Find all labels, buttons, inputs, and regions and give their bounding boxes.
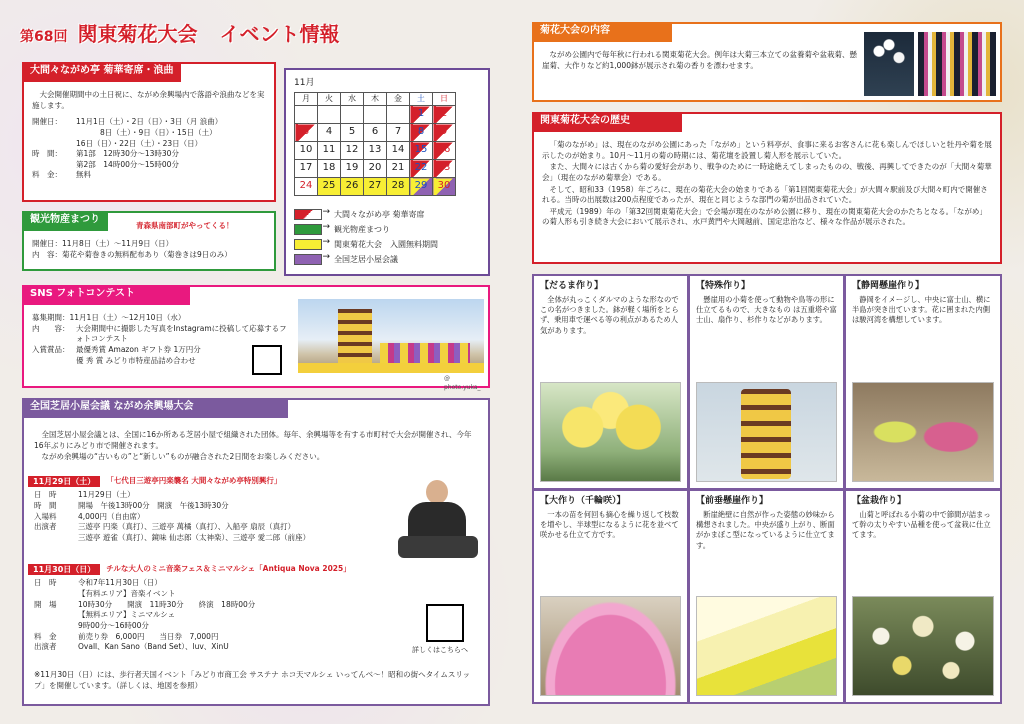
style-panel-tokushu [689,275,844,489]
field-label: 日 時 [34,490,57,500]
time-label: 時 間： [32,149,62,159]
kiku-display-photo [918,32,996,96]
day-cell: 24 [295,178,318,196]
day1-date-badge: 11月29日（土） [28,476,100,487]
shibai-note: ※11月30日（日）には、歩行者天国イベント「みどり市商工会 サステナ ホコ天マルシェ いってんべ～！昭和の街へタイムスリップ」を開催しています。（詳しくは、地図を参照） [34,670,471,690]
photo-credit: @ photo.yuka_ [444,375,481,391]
day-cell: 25 [318,178,341,196]
daruma-photo [540,382,681,482]
legend-label: 観光物産まつり [334,224,390,234]
shibai-heading: 全国芝居小屋会議 ながめ余興場大会 [22,398,288,418]
rakugo-performer-photo [394,474,482,560]
history-paragraph: 平成元（1989）年の「第32回関東菊花大会」で会場が現在のながめ公園に移り、現在の関東菊花大会のかたちとなる。「ながめ」の菊人形も引き続き大会において展示され、水戸黄門や大岡越前、国定忠治など、様々な作品が展示された。 [542,206,987,227]
bussan-section [22,211,276,271]
field-value: 令和7年11月30日（日） [78,578,162,588]
kiku-photo [864,32,914,96]
legend-item [294,222,438,237]
rakugo-time: 第2部 14時00分～15時00分 [76,159,179,169]
field-value: 11月29日（土） [78,490,135,500]
styles-grid [532,274,1002,704]
field-label [34,610,78,621]
day-cell [341,106,364,124]
weekday: 月 [295,93,318,106]
rekishi-heading: 関東菊花大会の歴史 [532,112,682,132]
day-cell: 30 [433,178,456,196]
field-value: 開場 午後13時00分 開演 午後13時30分 [78,501,229,510]
fee-label: 料 金： [32,170,62,180]
day1-block [28,476,388,544]
sns-prize: 最優秀賞 Amazon ギフト券 1万円分 [76,344,201,354]
day-cell: 15 [410,142,433,160]
field-label: 出演者 [34,522,57,532]
sns-heading: SNS フォトコンテスト [22,285,190,305]
day-cell: 12 [341,142,364,160]
weekday: 水 [341,93,364,106]
field-value: 三遊亭 円楽（真打）、三遊亭 萬橘（真打）、入船亭 扇辰（真打） [78,522,296,532]
day2-title: チルな大人のミニ音楽フェス＆ミニマルシェ「Antiqua Nova 2025」 [106,564,351,574]
bussan-heading: 観光物産まつり [22,211,108,231]
weekday: 火 [318,93,341,106]
field-value: 【有料エリア】音楽イベント [78,589,176,598]
legend-item [294,252,438,267]
field-label [34,533,78,544]
field-label [34,589,78,600]
panel-title: 【盆栽作り】 [852,496,907,506]
rekishi-section [532,112,1002,264]
history-paragraph: 「菊のながめ」は、現在のながめ公園にあった「ながめ」という料亭が、食事に来るお客さんに花も楽しんでほしいと牡丹や菊を展示したのが始まり。10月～11月の菊の時期には、菊花壇を設置し菊人形を展示していた。 [542,140,992,160]
panel-text: 断崖絶壁に自然が作った姿態の妙味から構想されました。中央が盛り上がり、断面がかまぼこ型になっているように仕立てます。 [696,509,835,550]
field-label: 時 間 [34,501,57,510]
sns-period: 募集期間：11月1日（土）～12月10日（水） [32,313,186,322]
naiyou-section [532,22,1002,102]
rakugo-date: 8日（土）・9日（日）・15日（土） [100,127,217,137]
day-cell [318,106,341,124]
panel-title: 【特殊作り】 [696,281,751,291]
day-cell: 13 [364,142,387,160]
history-paragraph: そして、昭和33（1958）年ごろに、現在の菊花大会の始まりである「第1回関東菊花大会」が大間々駅前及び大間々町内で開催される。当時の出展数は200点程度であったが、現在と同じような部門の菊が出品されていた。 [542,184,988,205]
weekday: 日 [433,93,456,106]
rakugo-date: 16日（日）・22日（土）・23日（日） [76,138,203,148]
shizuoka-photo [852,382,994,482]
day-cell: 22 [410,160,433,178]
day-cell: 7 [387,124,410,142]
bussan-dates: 開催日：11月8日（土）～11月9日（日） [32,239,174,248]
panel-text: 懸崖用の小菊を使って動物や鳥等の形に仕立てるもので、大きなもの は五重塔や富士山、扇作り、杉作りなどがあります。 [696,294,837,325]
day-cell: 26 [341,178,364,196]
rakugo-date: 11月1日（土）・2日（日）・3日（月 浪曲） [76,117,223,127]
panel-title: 【大作り（千輪咲）】 [540,496,626,506]
style-panel-ozukuri [533,490,688,703]
shibai-qr-code[interactable] [426,604,464,642]
day-cell: 28 [387,178,410,196]
panel-text: 全体が丸っこくダルマのような形なのでこの名がつきました。鉢が軽く場所をとらず、乗用車で運べる等の利点があるため人気があります。 [540,294,679,335]
field-label: 日 時 [34,578,57,588]
style-panel-shizuoka [845,275,1001,489]
day-cell: 18 [318,160,341,178]
legend-item [294,237,438,252]
day1-title: 「七代目三遊亭円楽襲名 大間々ながめ亭特別興行」 [106,476,282,486]
day-cell [364,106,387,124]
panel-title: 【だるま作り】 [540,281,604,291]
style-panel-daruma [533,275,688,489]
day-cell: 23 [433,160,456,178]
day-cell: 21 [387,160,410,178]
field-label [34,621,78,632]
rakugo-heading: 大間々ながめ亭 菊華寄席・浪曲 [22,62,181,82]
day2-date-badge: 11月30日（日） [28,564,100,575]
field-label: 開 場 [34,599,57,609]
sns-content-label: 内 容： [32,323,70,333]
field-value: 10時30分 開演 11時30分 終演 18時00分 [78,599,256,609]
field-label: 入場料 [34,511,57,521]
panel-title: 【前垂懸崖作り】 [696,496,769,506]
sns-prize-label: 入賞賞品： [32,344,70,354]
day2-block [28,564,468,653]
day-cell: 3 [295,124,318,142]
day-cell: 5 [341,124,364,142]
rakugo-section [22,62,276,202]
weekday: 土 [410,93,433,106]
style-panel-maedare [689,490,844,703]
day-cell: 1 [410,106,433,124]
field-value: 前売り券 6,000円 当日券 7,000円 [78,631,219,641]
day-cell [295,106,318,124]
page-title [20,20,339,46]
maedare-photo [696,596,837,696]
day-cell [387,106,410,124]
sns-section [22,285,490,391]
day-cell: 4 [318,124,341,142]
sns-content: 大会期間中に撮影した写真をInstagramに投稿して応募するフォトコンテスト [76,323,287,344]
calendar-month: 11月 [294,78,315,88]
dates-label: 開催日： [32,117,62,127]
title-prefix: 第68回 [20,29,68,45]
sns-photo [298,299,484,373]
day-cell: 20 [364,160,387,178]
rakugo-intro: 大会開催期間中の土日祝に、ながめ余興場内で落語や浪曲などを実施します。 [32,90,265,110]
legend-label: 大間々ながめ亭 菊華寄席 [334,209,425,219]
bussan-badge: 青森県南部町がやってくる！ [136,221,234,230]
weekday: 金 [387,93,410,106]
panel-title: 【静岡懸崖作り】 [852,281,925,291]
pagoda-photo [696,382,837,482]
rakugo-fee: 無料 [76,170,91,180]
field-value: 三遊亭 遊雀（真打）、鏡味 仙志郎（太神楽）、三遊亭 愛二郎（前座） [78,532,311,542]
legend-label: 関東菊花大会 入園無料期間 [334,239,438,249]
calendar-section [284,68,490,276]
calendar-table [294,92,456,196]
day-cell: 14 [387,142,410,160]
day-cell: 27 [364,178,387,196]
field-value: 【無料エリア】ミニマルシェ [78,610,176,620]
legend-item [294,207,438,222]
naiyou-text: ながめ公園内で毎年秋に行われる関東菊花大会。例年は大菊三本立ての盆養菊や盆栽菊、懸崖菊、大作りなど約1,000鉢が展示され菊の香りを漂わせます。 [542,50,857,70]
panel-text: 一本の苗を何回も摘心を繰り返して枝数を増やし、半球型になるように花を並べて咲かせる仕立て方です。 [540,509,679,540]
sns-qr-code[interactable] [252,345,282,375]
bussan-content: 内 容：菊花や菊巻きの無料配布あり（菊巻きは9日のみ） [32,249,232,259]
style-panel-bonsai [845,490,1001,703]
title-main: 関東菊花大会 [77,22,198,46]
calendar-legend [294,207,438,267]
field-label: 料 金 [34,631,57,641]
day-cell: 29 [410,178,433,196]
shibai-intro2: ながめ余興場の“古いもの”と“新しい”ものが融合された2日間をお楽しみください。 [41,452,325,462]
field-value: 9時00分～16時00分 [78,620,149,630]
history-paragraph: また、大間々には古くから菊の愛好会があり、戦争のために一時途絶えてしまったものの、戦後、再興してできたのが「大間々菊華会」（現在のながめ菊華会）である。 [542,162,992,182]
day-cell: 11 [318,142,341,160]
day-cell: 8 [410,124,433,142]
day-cell: 16 [433,142,456,160]
panel-text: 静岡をイメージし、中央に富士山、横に半島が突き出ています。花に囲まれた内側は駿河湾を構想しています。 [852,294,991,325]
qr-caption: 詳しくはこちらへ [412,646,468,654]
rakugo-time: 第1部 12時30分～13時30分 [76,149,179,159]
ozukuri-photo [540,596,681,696]
day-cell: 17 [295,160,318,178]
day-cell: 19 [341,160,364,178]
shibai-section [22,398,490,706]
title-sub: イベント情報 [219,22,340,46]
field-label: 出演者 [34,642,57,652]
sns-prize: 優 秀 賞 みどり市特産品詰め合わせ [76,355,196,365]
field-value: Ovall、Kan Sano（Band Set）、luv、XinU [78,642,229,652]
day-cell: 2 [433,106,456,124]
shibai-intro: 全国芝居小屋会議とは、全国に16か所ある芝居小屋で組織された団体。毎年、余興場等を有する市町村で大会が開催され、今年16年ぶりにみどり市で開催されます。 [34,430,472,450]
day-cell: 10 [295,142,318,160]
panel-text: 山菊と呼ばれる小菊の中で節間が詰まって幹の太りやすい品種を使って盆栽に仕立てます。 [852,509,991,540]
field-value: 4,000円（自由席） [78,511,145,521]
day-cell: 9 [433,124,456,142]
legend-label: 全国芝居小屋会議 [334,254,398,264]
weekday: 木 [364,93,387,106]
naiyou-heading: 菊花大会の内容 [532,22,672,42]
day-cell: 6 [364,124,387,142]
bonsai-photo [852,596,994,696]
